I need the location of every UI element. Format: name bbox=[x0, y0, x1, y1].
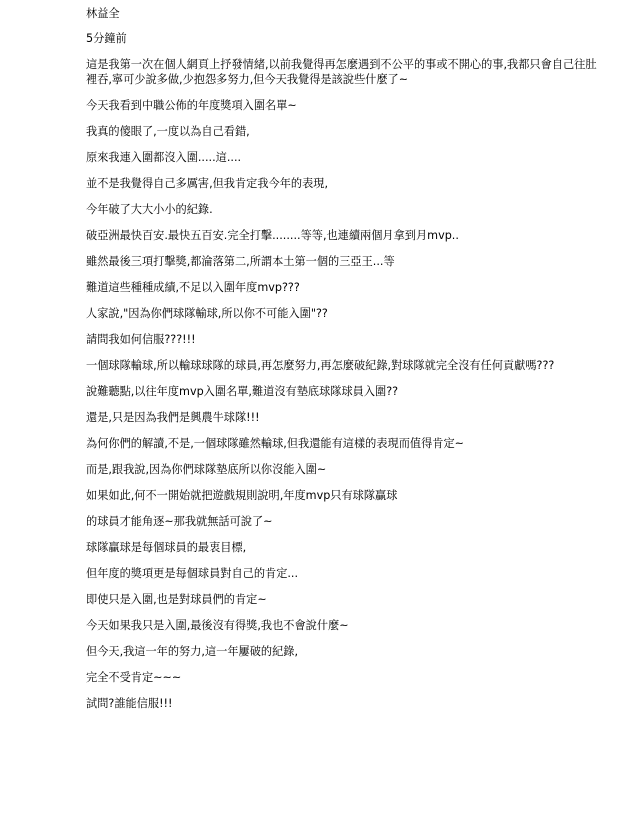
post-paragraph: 並不是我覺得自己多厲害,但我肯定我今年的表現, bbox=[86, 177, 329, 190]
post-paragraph: 這是我第一次在個人網頁上抒發情緒,以前我覺得再怎麼遇到不公平的事或不開心的事,我都只會自己往肚裡吞,寧可少說多做,少抱怨多努力,但今天我覺得是該說些什麼了~ bbox=[86, 58, 597, 86]
post-paragraph: 今天如果我只是入圍,最後沒有得獎,我也不會說什麼~ bbox=[86, 619, 349, 632]
post-paragraph: 的球員才能角逐~那我就無話可說了~ bbox=[86, 515, 273, 528]
post-paragraph: 但今天,我這一年的努力,這一年屢破的紀錄, bbox=[86, 645, 299, 658]
post-paragraph: 雖然最後三項打擊獎,都淪落第二,所謂本土第一個的三亞王...等 bbox=[86, 255, 395, 268]
post-paragraph: 原來我連入圍都沒入圍.....這.... bbox=[86, 151, 242, 164]
post-author[interactable]: 林益全 bbox=[86, 7, 120, 20]
post-paragraph: 請問我如何信服???!!! bbox=[86, 333, 196, 346]
post-time[interactable]: 5分鐘前 bbox=[86, 32, 127, 45]
post-paragraph: 說難聽點,以往年度mvp入圍名單,難道沒有墊底球隊球員入圍?? bbox=[86, 385, 399, 398]
post-paragraph: 我真的傻眼了,一度以為自己看錯, bbox=[86, 125, 250, 138]
post-paragraph: 今天我看到中職公佈的年度獎項入圍名單~ bbox=[86, 99, 297, 112]
post-paragraph: 完全不受肯定~~~ bbox=[86, 671, 182, 684]
post-paragraph: 難道這些種種成績,不足以入圍年度mvp??? bbox=[86, 281, 300, 294]
post-paragraph: 為何你們的解讀,不是,一個球隊雖然輸球,但我還能有這樣的表現而值得肯定~ bbox=[86, 437, 465, 450]
post-paragraph: 而是,跟我說,因為你們球隊墊底所以你沒能入圍~ bbox=[86, 463, 327, 476]
post-paragraph: 球隊贏球是每個球員的最衷目標, bbox=[86, 541, 247, 554]
post-paragraph: 試問?誰能信服!!! bbox=[86, 697, 173, 710]
post-paragraph: 今年破了大大小小的紀錄. bbox=[86, 203, 213, 216]
post bbox=[86, 6, 606, 722]
post-paragraph: 一個球隊輸球,所以輸球球隊的球員,再怎麼努力,再怎麼破紀錄,對球隊就完全沒有任何貢獻嗎??? bbox=[86, 359, 555, 372]
post-paragraph: 還是,只是因為我們是興農牛球隊!!! bbox=[86, 411, 260, 424]
post-paragraph: 人家說,"因為你們球隊輸球,所以你不可能入圍"?? bbox=[86, 307, 328, 320]
post-paragraph: 即使只是入圍,也是對球員們的肯定~ bbox=[86, 593, 267, 606]
post-paragraph: 如果如此,何不一開始就把遊戲規則說明,年度mvp只有球隊贏球 bbox=[86, 489, 398, 502]
post-paragraph: 破亞洲最快百安.最快五百安.完全打擊........等等,也連續兩個月拿到月mvp.. bbox=[86, 229, 459, 242]
post-paragraph: 但年度的獎項更是每個球員對自己的肯定... bbox=[86, 567, 299, 580]
